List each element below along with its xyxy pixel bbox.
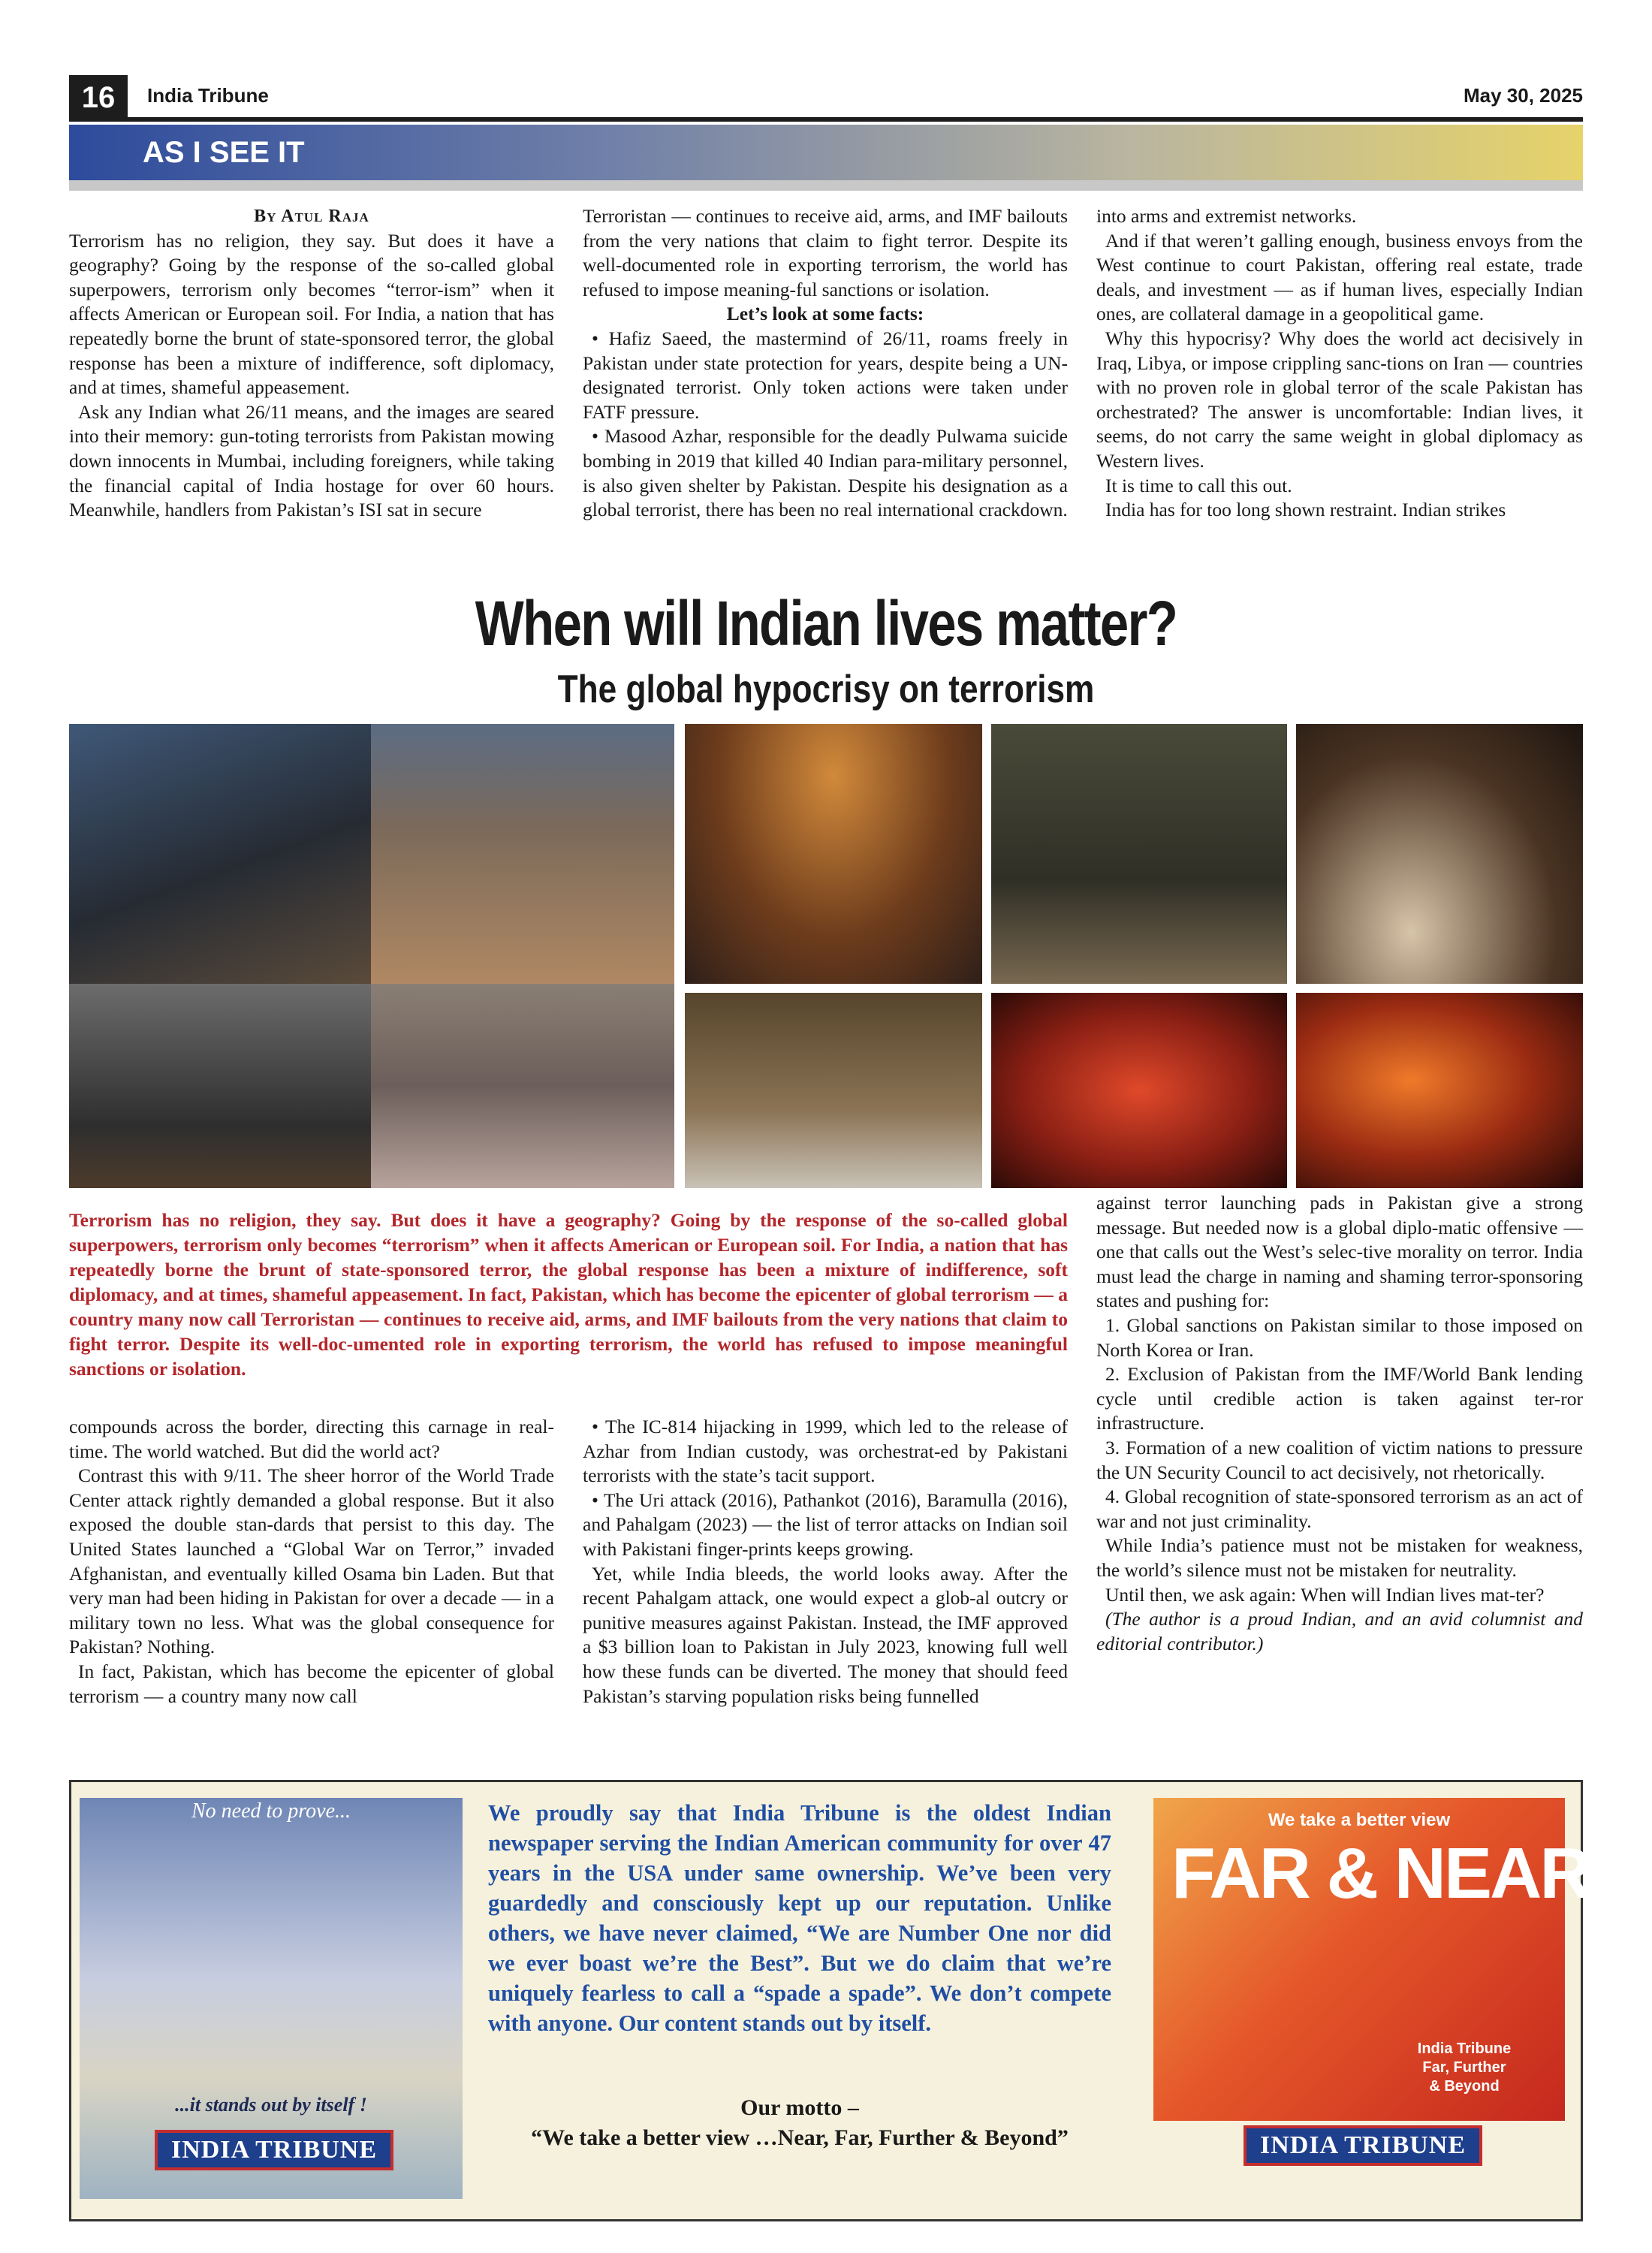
subheadline: The global hypocrisy on terrorism (557, 668, 1095, 711)
article-column-6 (1096, 1191, 1583, 1656)
list-item: 2. Exclusion of Pakistan from the IMF/World Bank lending cycle until credible action is taken against ter-ror infrastructure. (1096, 1363, 1583, 1434)
paragraph: In fact, Pakistan, which has become the epicenter of global terrorism — a country many now call (69, 1660, 554, 1707)
motto-text: “We take a better view …Near, Far, Further & Beyond” (531, 2125, 1069, 2150)
publication-name: India Tribune (147, 84, 269, 107)
pull-quote: Terrorism has no religion, they say. But does it have a geography? Going by the response of the so-called global superpowers, terrorism only becomes “terrorism” when it affects American or European soil. For India, a nation that has repeatedly borne the brunt of state-sponsored terror, the global response has been a mixture of indifference, soft diplomacy, and at times, shameful appeasement. In fact, Pakistan, which has become the epicenter of global terrorism — a country many now call Terroristan — continues to receive aid, arms, and IMF bailouts from the very nations that claim to fight terror. Despite its well-doc-umented role in exporting terrorism, the world has refused to impose meaningful sanctions or isolation. (69, 1209, 1068, 1380)
ad-caption-line: Far, Further (1422, 2059, 1506, 2076)
paragraph: against terror launching pads in Pakistan give a strong message. But needed now is a global diplo-matic offensive — one that calls out the West’s selec-tive morality on terror. India must lead the charge in naming and shaming terror-sponsoring states and pushing for: (1096, 1192, 1583, 1312)
paragraph: Yet, while India bleeds, the world looks away. After the recent Pahalgam attack, one would expect a glob-al outcry or punitive measures against Pakistan. Instead, the IMF approved a $3 billion loan to Pakistan in July 2023, knowing full well how these funds can be diverted. The money that should feed Pakistan’s starving population risks being funnelled (583, 1562, 1068, 1707)
photo-street-victims (685, 724, 982, 984)
ad-left-tagline: No need to prove... (191, 1799, 351, 1823)
header-rule (69, 117, 1583, 122)
list-item: 3. Formation of a new coalition of victim nations to pressure the UN Security Council to act decisively, not rhetorically. (1096, 1436, 1583, 1483)
issue-date: May 30, 2025 (1463, 84, 1583, 107)
paragraph: Why this hypocrisy? Why does the world act decisively in Iraq, Libya, or impose crippling sanc-tions on Iran — countries with no proven role in global terror of the scale Pakistan has orchestrated? The answer is uncomfortable: Indian lives, it seems, do not carry the same weight in global diplomacy as Western lives. (1096, 327, 1583, 472)
page-number: 16 (69, 75, 128, 120)
ad-caption-line: India Tribune (1417, 2040, 1512, 2057)
author-note: (The author is a proud Indian, and an avid columnist and editorial contributor.) (1096, 1608, 1583, 1654)
paragraph: India has for too long shown restraint. Indian strikes (1105, 499, 1506, 521)
photo-covered-bodies (1296, 724, 1583, 984)
paragraph: While India’s patience must not be mistaken for weakness, the world’s silence must not be mistaken for neutrality. (1096, 1534, 1583, 1581)
paragraph: Terrorism has no religion, they say. But does it have a geography? Going by the response of the so-called global superpowers, terrorism only becomes “terror-ism” when it affects American or European soil. For India, a nation that has repeatedly borne the brunt of state-sponsored terror, the global response has been a mixture of indifference, soft diplomacy, and at times, shameful appeasement. (69, 229, 554, 399)
india-tribune-logo: INDIA TRIBUNE (155, 2130, 393, 2170)
paragraph: Terroristan — continues to receive aid, arms, and IMF bailouts from the very nations that claim to fight terror. Despite its well-documented role in exporting terrorism, the world has refused to impose meaning-ful sanctions or isolation. (583, 205, 1068, 300)
paragraph: It is time to call this out. (1105, 474, 1292, 496)
photo-taj-hotel-smoke (371, 724, 674, 984)
article-column-2 (583, 204, 1068, 523)
list-item: 4. Global recognition of state-sponsored terrorism as an act of war and not just criminality. (1096, 1485, 1583, 1532)
photo-gunmen-station (991, 724, 1287, 984)
section-label: AS I SEE IT (143, 136, 305, 169)
article-column-5 (583, 1415, 1068, 1709)
bullet-item: • Hafiz Saeed, the mastermind of 26/11, roams freely in Pakistan under state protection for years, despite being a UN-designated terrorist. Only token actions were taken under FATF pressure. (583, 327, 1068, 423)
india-tribune-logo: INDIA TRIBUNE (1244, 2125, 1482, 2166)
article-column-1 (69, 204, 554, 523)
list-item: 1. Global sanctions on Pakistan similar to those imposed on North Korea or Iran. (1096, 1313, 1583, 1361)
ad-right-tagline: We take a better view (1268, 1810, 1451, 1830)
photo-dome-fire (991, 993, 1287, 1188)
paragraph: into arms and extremist networks. (1096, 205, 1357, 227)
facts-heading: Let’s look at some facts: (726, 303, 924, 325)
section-band-rule (69, 180, 1583, 191)
paragraph: Until then, we ask again: When will Indian lives mat-ter? (1105, 1583, 1545, 1606)
bullet-item: • The IC-814 hijacking in 1999, which led to the release of Azhar from Indian custody, was orchestrat-ed by Pakistani terrorists with the state’s tacit support. (583, 1416, 1068, 1487)
byline: By Atul Raja (254, 207, 369, 226)
photo-taj-hotel-burning (69, 984, 371, 1188)
ad-body-text: We proudly say that India Tribune is the oldest Indian newspaper serving the Indian American community for over 47 years in the USA under same ownership. We’ve been very guardedly and consciously kept up our reputation. Unlike others, we have never claimed, “We are Number One nor did we ever boast we’re the Best”. But we do claim that we’re uniquely fearless to call a “spade a spade”. We don’t compete with anyone. Our content stands out by itself. (488, 1800, 1111, 2036)
photo-building-fire (1296, 993, 1583, 1188)
paragraph: Ask any Indian what 26/11 means, and the images are seared into their memory: gun-toting terrorists from Pakistan mowing down innocents in Mumbai, including foreigners, while taking the financial capital of India hostage for over 60 hours. Meanwhile, handlers from Pakistan’s ISI sat in secure (69, 400, 554, 521)
paragraph: And if that weren’t galling enough, business envoys from the West continue to court Pakistan, offering real estate, trade deals, and investment — as if human lives, especially Indian ones, are collateral damage in a geopolitical game. (1096, 229, 1583, 325)
photo-taj-hotel-commandos (69, 724, 371, 984)
ad-right-caption (1389, 2040, 1539, 2096)
article-column-3 (1096, 204, 1583, 523)
ad-far-near-title: FAR & NEAR (1171, 1833, 1590, 1914)
bullet-item: • The Uri attack (2016), Pathankot (2016), Baramulla (2016), and Pahalgam (2023) — the list of terror attacks on Indian soil with Pakistani finger-prints keeps growing. (583, 1488, 1068, 1560)
headline: When will Indian lives matter? (475, 588, 1177, 659)
article-column-4 (69, 1415, 554, 1709)
bullet-item: • Masood Azhar, responsible for the deadly Pulwama suicide bombing in 2019 that killed 40 Indian para-military personnel, is also given shelter by Pakistan. Despite his designation as a global terrorist, there has been no real international crackdown. (583, 425, 1068, 521)
photo-police-car (685, 993, 982, 1188)
paragraph: Contrast this with 9/11. The sheer horror of the World Trade Center attack rightly demanded a global response. But it also exposed the double stan-dards that persist to this day. The United States launched a “Global War on Terror,” invaded Afghanistan, and eventually killed Osama bin Laden. But that very man had been hiding in Pakistan for over a decade — in a military town no less. What was the global consequence for Pakistan? Nothing. (69, 1464, 554, 1658)
motto-label: Our motto – (740, 2095, 859, 2120)
photo-station-aftermath (371, 984, 674, 1188)
ad-left-slogan: ...it stands out by itself ! (175, 2094, 367, 2116)
ad-caption-line: & Beyond (1429, 2078, 1500, 2095)
paragraph: compounds across the border, directing this carnage in real-time. The world watched. But did the world act? (69, 1416, 554, 1462)
